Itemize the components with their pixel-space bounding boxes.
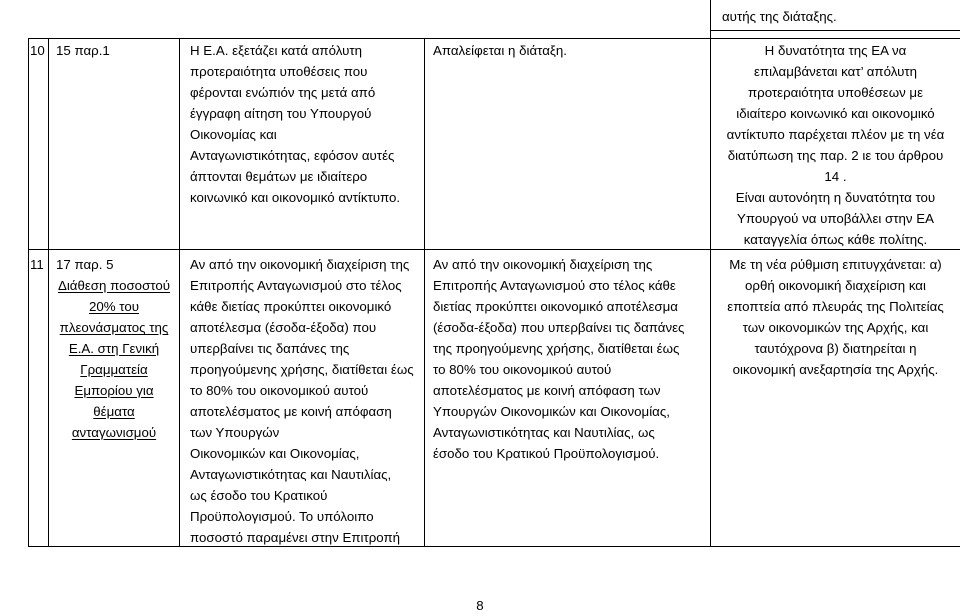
table-rule-col3 (424, 38, 425, 547)
proposed-text-line: Υπουργών Οικονομικών και Οικονομίας, (433, 404, 670, 419)
article-line: Γραμματεία (80, 362, 148, 377)
proposed-text-line: το 80% του οικονομικού αυτού (433, 362, 612, 377)
comment-line: 14 . (824, 169, 847, 184)
comment-line: επιλαμβάνεται κατ’ απόλυτη (754, 64, 917, 79)
proposed-text-line: Αν από την οικονομική διαχείριση της (433, 257, 653, 272)
current-text-line: Προϋπολογισμού. Το υπόλοιπο (190, 509, 374, 524)
current-text-line: Επιτροπής Ανταγωνισμού στο τέλος (190, 278, 402, 293)
row-number: 10 (30, 43, 45, 58)
proposed-text-line: διετίας προκύπτει οικονομικό αποτέλεσμα (433, 299, 678, 314)
row-number: 11 (30, 257, 44, 272)
table-rule-left (28, 38, 29, 547)
current-text-line: Οικονομίας και (190, 127, 277, 142)
comment-line: ιδιαίτερο κοινωνικό και οικονομικό (736, 106, 935, 121)
current-text-line: κοινωνικό και οικονομικό αντίκτυπο. (190, 190, 401, 205)
comment-line: ταυτόχρονα β) διατηρείται η (754, 341, 917, 356)
current-text-line: άπτονται θεμάτων με ιδιαίτερο (190, 169, 368, 184)
current-text-line: των Υπουργών (190, 425, 280, 440)
comment-line: ορθή οικονομική διαχείριση και (745, 278, 926, 293)
current-text-line: προτεραιότητα υποθέσεις που (190, 64, 368, 79)
proposed-text-line: Ανταγωνιστικότητας και Ναυτιλίας, ως (433, 425, 655, 440)
article-line: θέματα (93, 404, 135, 419)
current-text-line: αποτελέσματος με κοινή απόφαση (190, 404, 392, 419)
current-text-line: Ανταγωνιστικότητας και Ναυτιλίας, (190, 467, 392, 482)
comment-line: καταγγελία όπως κάθε πολίτης. (743, 232, 928, 247)
proposed-text-line: (έσοδα-έξοδα) που υπερβαίνει τις δαπάνες (433, 320, 685, 335)
comment-line: Με τη νέα ρύθμιση επιτυγχάνεται: α) (729, 257, 942, 272)
current-text-line: ποσοστό παραμένει στην Επιτροπή (190, 530, 401, 545)
prev-row-comment-line: αυτής της διάταξης. (722, 9, 837, 24)
comment-line: Είναι αυτονόητη η δυνατότητα του (735, 190, 936, 205)
current-text-line: Οικονομικών και Οικονομίας, (190, 446, 360, 461)
comment-line: οικονομική ανεξαρτησία της Αρχής. (732, 362, 939, 377)
current-text-line: κάθε διετίας προκύπτει οικονομικό (190, 299, 392, 314)
proposed-text-line: Απαλείφεται η διάταξη. (433, 43, 567, 58)
article-cell-line: 15 παρ.1 (56, 43, 110, 58)
table-rule-top (710, 30, 960, 31)
article-line: Ε.Α. στη Γενική (68, 341, 160, 356)
comment-line: Η δυνατότητα της ΕΑ να (764, 43, 907, 58)
article-line: Εμπορίου για (74, 383, 154, 398)
table-rule-bottom (28, 546, 960, 547)
comment-line: αντίκτυπο παρέχεται πλέον με τη νέα (726, 127, 945, 142)
article-line: πλεονάσματος της (59, 320, 169, 335)
current-text-line: φέρονται ενώπιόν της μετά από (190, 85, 376, 100)
current-text-line: Αν από την οικονομική διαχείριση της (190, 257, 410, 272)
table-rule-row10-top (28, 38, 960, 39)
current-text-line: ως έσοδο του Κρατικού (190, 488, 328, 503)
page-number: 8 (476, 598, 484, 613)
comment-line: εποπτεία από πλευράς της Πολιτείας (727, 299, 944, 314)
article-line: 17 παρ. 5 (56, 257, 114, 272)
comment-line: των οικονομικών της Αρχής, και (742, 320, 929, 335)
proposed-text-line: της προηγούμενης χρήσης, διατίθεται έως (433, 341, 680, 356)
article-line: Διάθεση ποσοστού (57, 278, 171, 293)
article-line: 20% του (88, 299, 140, 314)
current-text-line: αποτέλεσμα (έσοδα-έξοδα) που (190, 320, 377, 335)
table-rule-col2 (179, 38, 180, 547)
proposed-text-line: αποτελέσματος με κοινή απόφαση των (433, 383, 661, 398)
article-line: ανταγωνισμού (71, 425, 157, 440)
current-text-line: υπερβαίνει τις δαπάνες της (190, 341, 350, 356)
current-text-line: Ανταγωνιστικότητας, εφόσον αυτές (190, 148, 395, 163)
comment-line: προτεραιότητα υποθέσεων με (747, 85, 924, 100)
proposed-text-line: έσοδο του Κρατικού Προϋπολογισμού. (433, 446, 660, 461)
comment-line: διατύπωση της παρ. 2 ιε του άρθρου (727, 148, 944, 163)
current-text-line: έγγραφη αίτηση του Υπουργού (190, 106, 372, 121)
current-text-line: προηγούμενης χρήσης, διατίθεται έως (190, 362, 414, 377)
current-text-line: Η Ε.Α. εξετάζει κατά απόλυτη (190, 43, 362, 58)
proposed-text-line: Επιτροπής Ανταγωνισμού στο τέλος κάθε (433, 278, 676, 293)
current-text-line: το 80% του οικονομικού αυτού (190, 383, 369, 398)
comment-line: Υπουργού να υποβάλλει στην ΕΑ (737, 211, 934, 226)
